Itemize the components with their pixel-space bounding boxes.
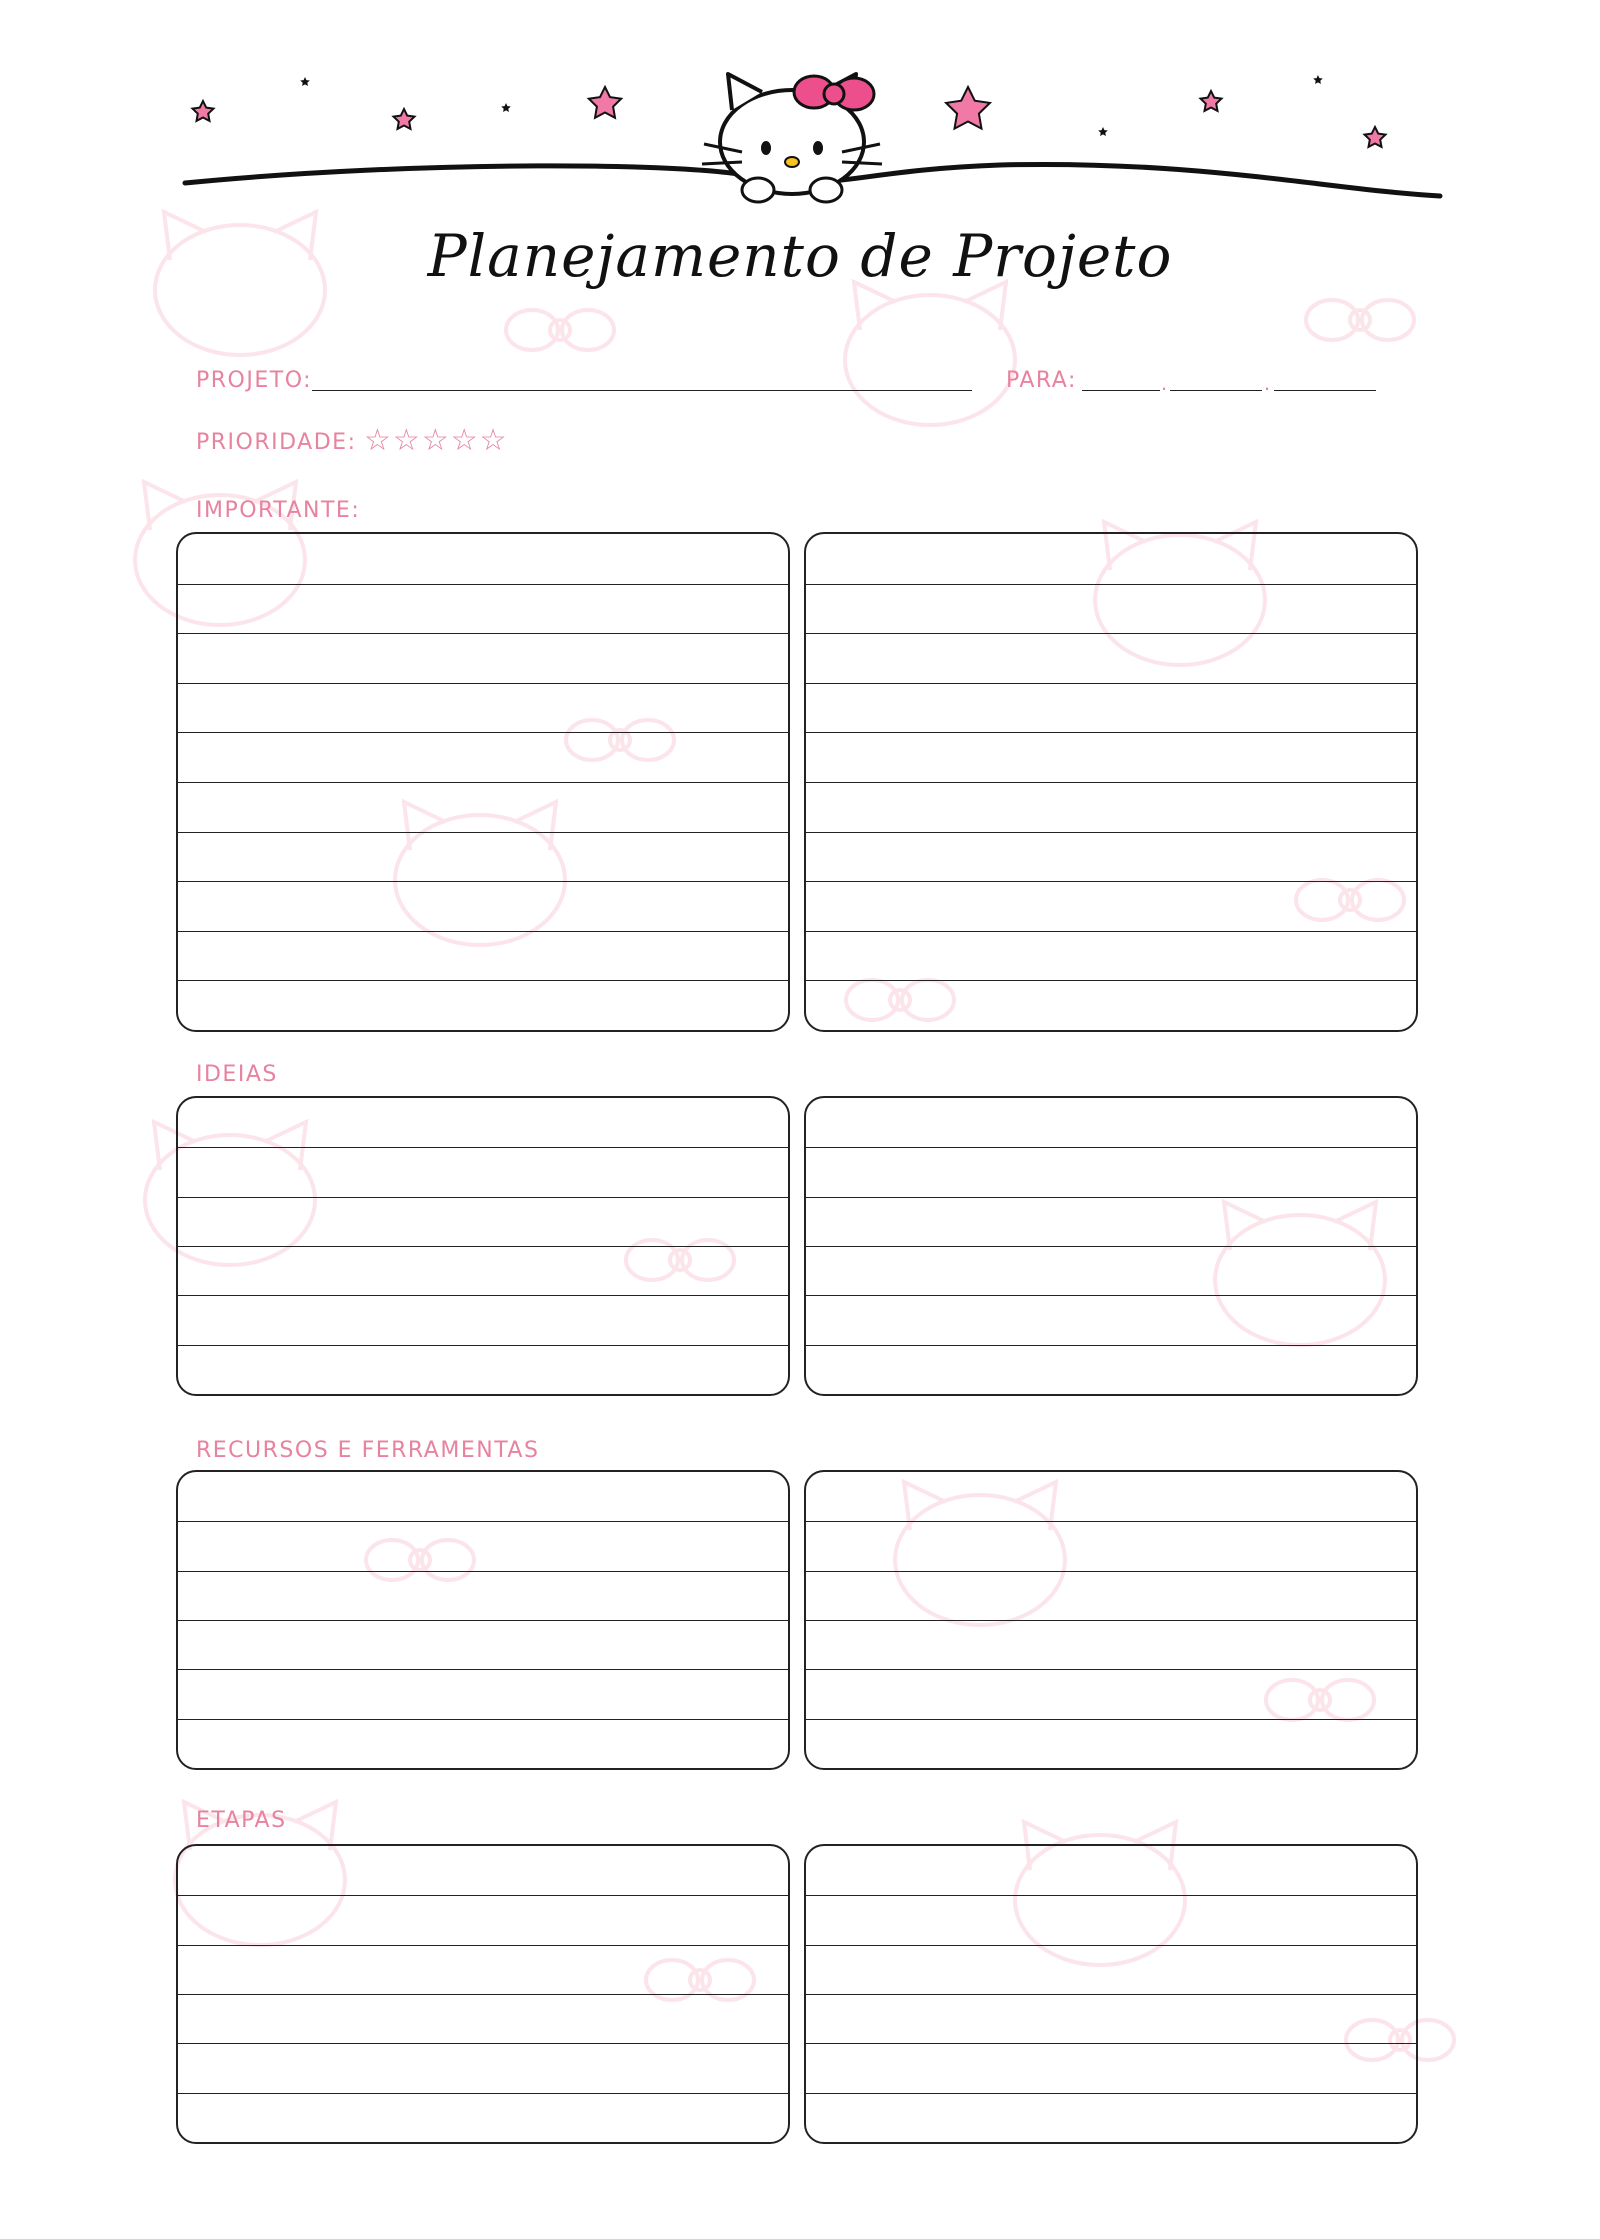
ruled-line: [178, 1895, 788, 1896]
ruled-line: [178, 683, 788, 684]
star-icon: [193, 101, 214, 121]
ruled-line: [178, 2043, 788, 2044]
ruled-line: [806, 1147, 1416, 1148]
ruled-line: [806, 1669, 1416, 1670]
ruled-line: [178, 1295, 788, 1296]
ruled-line: [178, 1719, 788, 1720]
ruled-line: [178, 633, 788, 634]
ruled-line: [178, 732, 788, 733]
ruled-line: [178, 1620, 788, 1621]
bow-icon: [794, 76, 874, 110]
ruled-line: [178, 980, 788, 981]
ruled-line: [178, 584, 788, 585]
ruled-line: [806, 832, 1416, 833]
ruled-line: [806, 782, 1416, 783]
star-icon: [300, 77, 310, 86]
date-separator: .: [1264, 370, 1271, 395]
star-icon[interactable]: ☆: [479, 424, 507, 457]
ruled-line: [806, 732, 1416, 733]
ruled-line: [806, 1197, 1416, 1198]
para-label: PARA:: [1006, 368, 1077, 393]
ruled-line: [806, 1295, 1416, 1296]
ruled-line: [178, 1994, 788, 1995]
prioridade-label: PRIORIDADE:: [196, 430, 357, 455]
projeto-input-line[interactable]: [312, 390, 972, 391]
star-icon[interactable]: ☆: [364, 424, 391, 457]
ruled-line: [178, 1669, 788, 1670]
star-icon[interactable]: ☆: [421, 424, 449, 457]
section-label-recursos: RECURSOS E FERRAMENTAS: [196, 1438, 540, 1463]
ruled-line: [178, 1945, 788, 1946]
para-year-line[interactable]: [1274, 390, 1376, 391]
date-separator: .: [1161, 370, 1168, 395]
etapas-box-right[interactable]: [804, 1844, 1418, 2144]
ruled-line: [806, 881, 1416, 882]
section-label-ideias: IDEIAS: [196, 1062, 278, 1087]
recursos-box-right[interactable]: [804, 1470, 1418, 1770]
ideias-box-left[interactable]: [176, 1096, 790, 1396]
ruled-line: [806, 1620, 1416, 1621]
star-icon: [946, 87, 990, 129]
importante-box-left[interactable]: [176, 532, 790, 1032]
ruled-line: [806, 1246, 1416, 1247]
ruled-line: [178, 1345, 788, 1346]
ruled-line: [178, 881, 788, 882]
hello-kitty-icon: [845, 282, 1015, 425]
recursos-box-left[interactable]: [176, 1470, 790, 1770]
ideias-box-right[interactable]: [804, 1096, 1418, 1396]
ruled-line: [178, 1147, 788, 1148]
ruled-line: [806, 1994, 1416, 1995]
ruled-line: [806, 1345, 1416, 1346]
star-icon: [589, 87, 621, 118]
star-icon[interactable]: ☆: [450, 424, 478, 457]
ruled-line: [178, 832, 788, 833]
ruled-line: [178, 782, 788, 783]
ruled-line: [806, 683, 1416, 684]
section-label-importante: IMPORTANTE:: [196, 498, 361, 523]
star-icon: [394, 109, 415, 129]
bow-icon: [1306, 300, 1414, 340]
star-icon: [1098, 127, 1108, 136]
ruled-line: [806, 980, 1416, 981]
para-day-line[interactable]: [1082, 390, 1160, 391]
ruled-line: [806, 584, 1416, 585]
priority-rating[interactable]: [364, 426, 507, 456]
ruled-line: [178, 1571, 788, 1572]
star-icon: [1201, 91, 1222, 111]
ruled-line: [806, 1571, 1416, 1572]
ruled-line: [178, 931, 788, 932]
ruled-line: [806, 1521, 1416, 1522]
ruled-line: [806, 633, 1416, 634]
para-month-line[interactable]: [1170, 390, 1262, 391]
ruled-line: [806, 2043, 1416, 2044]
header-decoration: [0, 0, 1600, 230]
ruled-line: [178, 1521, 788, 1522]
star-icon: [1313, 75, 1323, 84]
ruled-line: [178, 1197, 788, 1198]
ruled-line: [806, 1895, 1416, 1896]
section-label-etapas: ETAPAS: [196, 1808, 287, 1833]
ruled-line: [178, 2093, 788, 2094]
page-title: Planejamento de Projeto: [427, 222, 1173, 290]
ruled-line: [806, 2093, 1416, 2094]
importante-box-right[interactable]: [804, 532, 1418, 1032]
star-icon: [1365, 127, 1386, 147]
projeto-label: PROJETO:: [196, 368, 313, 393]
ruled-line: [178, 1246, 788, 1247]
etapas-box-left[interactable]: [176, 1844, 790, 2144]
star-icon[interactable]: ☆: [392, 424, 420, 457]
ruled-line: [806, 931, 1416, 932]
ruled-line: [806, 1719, 1416, 1720]
ruled-line: [806, 1945, 1416, 1946]
hello-kitty-icon: [702, 74, 882, 202]
star-icon: [501, 103, 511, 112]
bow-icon: [506, 310, 614, 350]
